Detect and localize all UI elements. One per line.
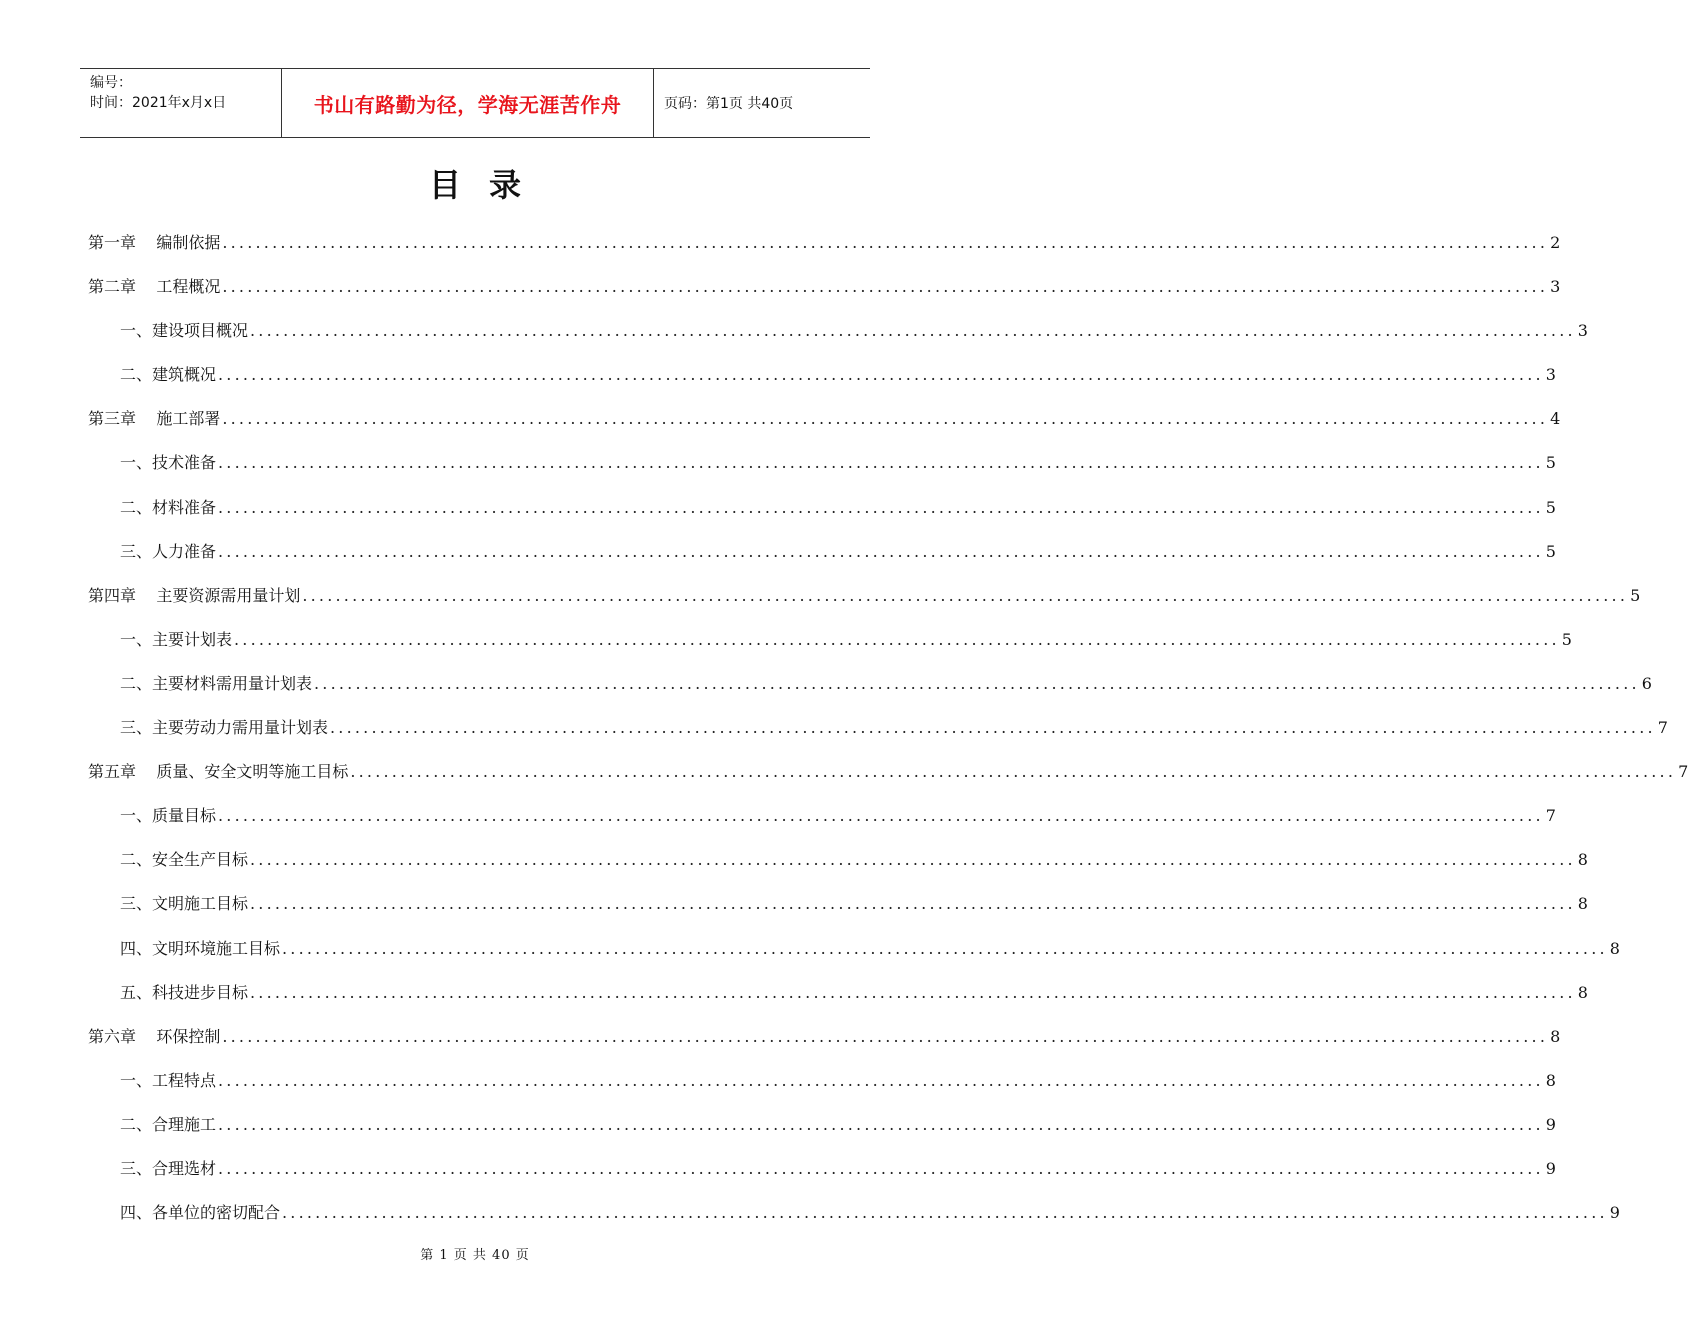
- toc-entry-page: 8: [1577, 982, 1588, 1002]
- toc-entry-title: 第五章 质量、安全文明等施工目标: [88, 762, 349, 782]
- toc-entry-page: 4: [1550, 409, 1561, 429]
- toc-leader-dots: ................................................................................................................................................................: [218, 365, 1544, 385]
- toc-entry-page: 5: [1545, 453, 1556, 473]
- toc-entry-title: 二、材料准备: [120, 497, 217, 517]
- header-motto: 书山有路勤为径，学海无涯苦作舟: [282, 69, 654, 137]
- toc-leader-dots: ................................................................................................................................................................: [222, 233, 1549, 252]
- toc-entry-page: 8: [1609, 938, 1620, 958]
- toc-entry[interactable]: [88, 273, 1561, 317]
- toc-entry[interactable]: [88, 1111, 1556, 1155]
- toc-leader-dots: ................................................................................................................................................................: [250, 321, 1576, 341]
- toc-leader-dots: ................................................................................................................................................................: [250, 894, 1576, 914]
- toc-entry-title: 第四章 主要资源需用量计划: [88, 585, 301, 605]
- toc-entry-page: 5: [1630, 585, 1641, 605]
- toc-leader-dots: ................................................................................................................................................................: [222, 1026, 1549, 1046]
- toc-entry-title: 二、安全生产目标: [120, 850, 249, 870]
- toc-entry[interactable]: [88, 494, 1556, 538]
- toc-entry[interactable]: [88, 846, 1588, 890]
- toc-entry[interactable]: [88, 538, 1556, 582]
- toc-entry-page: 8: [1577, 850, 1588, 870]
- toc-entry-title: 一、技术准备: [120, 453, 217, 473]
- toc-entry-page: 5: [1545, 541, 1556, 561]
- toc-entry-page: 3: [1577, 321, 1588, 341]
- page-title: 目录: [428, 166, 549, 204]
- toc-entry-page: 9: [1609, 1203, 1620, 1223]
- toc-entry[interactable]: [88, 1199, 1620, 1243]
- toc-entry-title: 二、主要材料需用量计划表: [120, 673, 313, 693]
- toc-entry-title: 一、建设项目概况: [120, 321, 249, 341]
- table-of-contents: [88, 229, 1688, 1243]
- toc-entry-title: 三、人力准备: [120, 541, 217, 561]
- toc-entry[interactable]: [88, 670, 1652, 714]
- toc-entry-title: 第六章 环保控制: [88, 1026, 221, 1046]
- toc-entry-page: 3: [1550, 277, 1561, 297]
- toc-entry[interactable]: [88, 890, 1588, 934]
- toc-leader-dots: ................................................................................................................................................................: [330, 718, 1656, 738]
- toc-entry-page: 9: [1545, 1114, 1556, 1134]
- toc-entry-page: 3: [1545, 365, 1556, 385]
- toc-entry[interactable]: [88, 802, 1556, 846]
- toc-entry-page: 7: [1678, 762, 1688, 782]
- toc-leader-dots: ................................................................................................................................................................: [250, 982, 1576, 1002]
- toc-entry-title: 三、主要劳动力需用量计划表: [120, 718, 329, 738]
- toc-entry-title: 第一章 编制依据: [88, 233, 221, 252]
- toc-entry[interactable]: [88, 626, 1572, 670]
- toc-leader-dots: ................................................................................................................................................................: [302, 585, 1629, 605]
- header-page-info: 页码：第1页 共40页: [664, 96, 794, 112]
- toc-entry-title: 四、文明环境施工目标: [120, 938, 281, 958]
- toc-entry-title: 一、主要计划表: [120, 629, 233, 649]
- toc-entry[interactable]: [88, 582, 1641, 626]
- toc-entry-title: 一、质量目标: [120, 806, 217, 826]
- toc-entry[interactable]: [88, 229, 1561, 273]
- toc-leader-dots: ................................................................................................................................................................: [234, 629, 1560, 649]
- toc-entry[interactable]: [88, 758, 1688, 802]
- toc-entry-page: 2: [1550, 233, 1561, 252]
- toc-entry[interactable]: [88, 935, 1620, 979]
- toc-entry-page: 8: [1545, 1070, 1556, 1090]
- toc-entry-page: 8: [1577, 894, 1588, 914]
- toc-entry[interactable]: [88, 714, 1668, 758]
- toc-entry[interactable]: [88, 979, 1588, 1023]
- toc-leader-dots: ................................................................................................................................................................: [218, 1158, 1544, 1178]
- toc-leader-dots: ................................................................................................................................................................: [218, 1070, 1544, 1090]
- toc-entry[interactable]: [88, 1023, 1561, 1067]
- toc-leader-dots: ................................................................................................................................................................: [314, 673, 1640, 693]
- toc-entry-page: 7: [1657, 718, 1668, 738]
- toc-entry-page: 7: [1545, 806, 1556, 826]
- page-header: [80, 68, 870, 138]
- toc-entry[interactable]: [88, 405, 1561, 449]
- header-meta: [80, 69, 282, 137]
- toc-leader-dots: ................................................................................................................................................................: [282, 938, 1608, 958]
- toc-entry-title: 一、工程特点: [120, 1070, 217, 1090]
- toc-entry-title: 二、合理施工: [120, 1114, 217, 1134]
- toc-leader-dots: ................................................................................................................................................................: [218, 806, 1544, 826]
- toc-entry-title: 第二章 工程概况: [88, 277, 221, 297]
- document-time-label: 时间：2021年x月x日: [90, 95, 227, 111]
- toc-entry-page: 5: [1561, 629, 1572, 649]
- toc-leader-dots: ................................................................................................................................................................: [222, 409, 1549, 429]
- toc-entry[interactable]: [88, 317, 1588, 361]
- toc-leader-dots: ................................................................................................................................................................: [218, 453, 1544, 473]
- toc-entry[interactable]: [88, 1067, 1556, 1111]
- document-number-label: 编号：: [90, 75, 132, 91]
- toc-leader-dots: ................................................................................................................................................................: [282, 1203, 1608, 1223]
- toc-entry-title: 第三章 施工部署: [88, 409, 221, 429]
- toc-entry-page: 8: [1550, 1026, 1561, 1046]
- toc-leader-dots: ................................................................................................................................................................: [218, 541, 1544, 561]
- toc-entry-title: 四、各单位的密切配合: [120, 1203, 281, 1223]
- toc-leader-dots: ................................................................................................................................................................: [218, 497, 1544, 517]
- toc-entry-title: 五、科技进步目标: [120, 982, 249, 1002]
- toc-entry-title: 三、合理选材: [120, 1158, 217, 1178]
- toc-entry-page: 5: [1545, 497, 1556, 517]
- toc-entry-title: 二、建筑概况: [120, 365, 217, 385]
- toc-entry[interactable]: [88, 449, 1556, 493]
- toc-entry-page: 6: [1641, 673, 1652, 693]
- toc-entry-page: 9: [1545, 1158, 1556, 1178]
- page-footer: 第 1 页 共 40 页: [420, 1248, 530, 1263]
- toc-leader-dots: ................................................................................................................................................................: [222, 277, 1549, 297]
- toc-leader-dots: ................................................................................................................................................................: [250, 850, 1576, 870]
- toc-entry[interactable]: [88, 361, 1556, 405]
- toc-leader-dots: ................................................................................................................................................................: [218, 1114, 1544, 1134]
- toc-entry-title: 三、文明施工目标: [120, 894, 249, 914]
- toc-entry[interactable]: [88, 1155, 1556, 1199]
- toc-leader-dots: ................................................................................................................................................................: [350, 762, 1677, 782]
